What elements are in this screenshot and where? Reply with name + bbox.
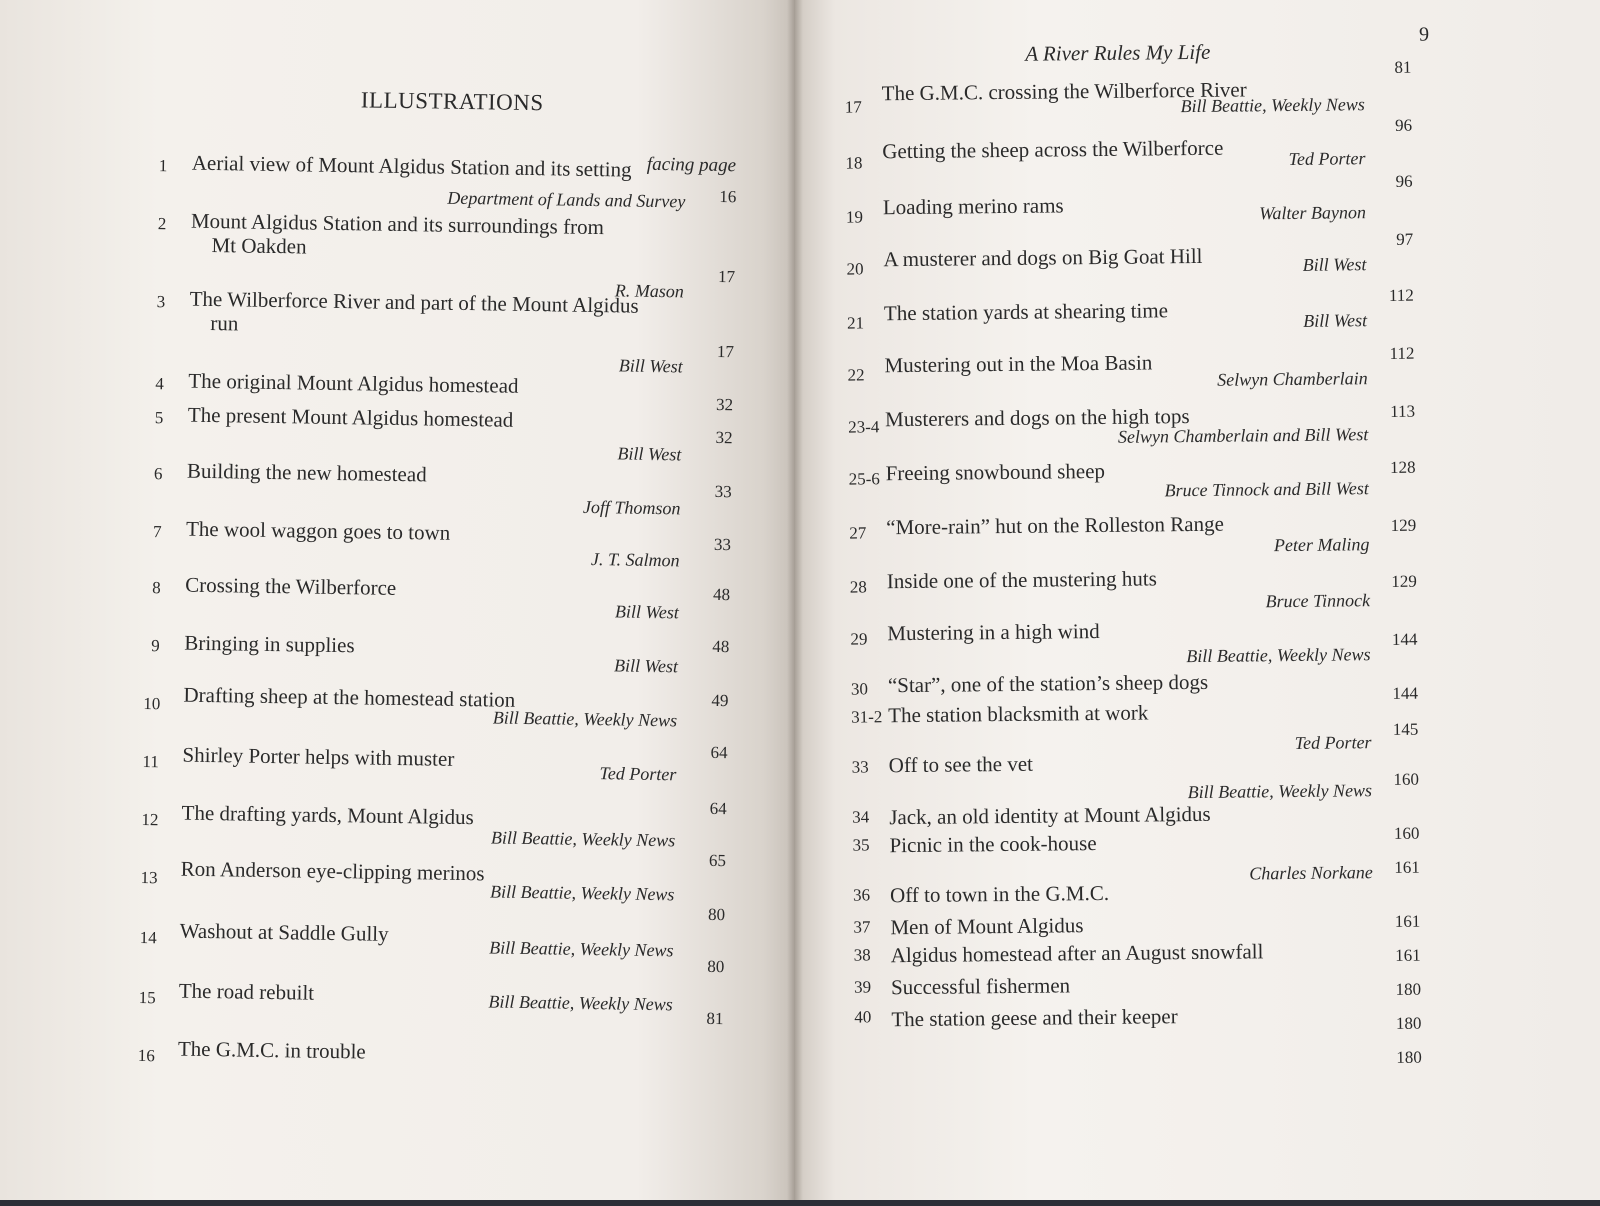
entry-page: 129: [1391, 571, 1417, 591]
entry-page: 180: [1395, 1013, 1422, 1033]
entry-page: 32: [715, 394, 734, 415]
entry-credit: Bill Beattie, Weekly News: [488, 991, 673, 1015]
entry-number: 20: [846, 259, 864, 279]
entry-number: 6: [153, 464, 163, 484]
entry-page: 144: [1391, 629, 1418, 649]
entry-number: 34: [852, 807, 870, 827]
entry-page: 96: [1395, 171, 1413, 191]
entry-number: 31-2: [851, 707, 883, 727]
entry-title: Mustering out in the Moa Basin: [884, 350, 1153, 378]
entry-number: 29: [850, 629, 868, 649]
entry-page: 160: [1393, 769, 1419, 789]
entry-page: 33: [714, 481, 732, 502]
page-heading: ILLUSTRATIONS: [360, 87, 544, 116]
entry-title: Off to town in the G.M.C.: [889, 880, 1110, 908]
entry-title: Off to see the vet: [888, 751, 1034, 778]
entry-number: 35: [852, 835, 870, 855]
entry-page: 144: [1392, 683, 1419, 703]
entry-title: Ron Anderson eye-clipping merinos: [180, 856, 485, 886]
entry-title: The station yards at shearing time: [883, 298, 1169, 326]
entry-number: 27: [849, 523, 867, 543]
entry-credit: Bill West: [1302, 254, 1367, 275]
entry-credit: Bill Beattie, Weekly News: [489, 881, 675, 905]
entry-page: 33: [713, 534, 732, 555]
entry-page: 161: [1395, 945, 1421, 965]
entry-page: 180: [1395, 979, 1422, 999]
entry-number: 14: [139, 927, 157, 948]
entry-number: 5: [154, 408, 164, 428]
entry-title: Mount Algidus Station and its surroundings from: [190, 208, 605, 240]
entry-page: 160: [1393, 823, 1420, 843]
entry-title: Washout at Saddle Gully: [179, 918, 389, 946]
entry-page: 81: [706, 1008, 724, 1029]
entry-credit: Ted Porter: [599, 763, 677, 785]
entry-title: “Star”, one of the station’s sheep dogs: [887, 669, 1209, 698]
entry-number: 38: [853, 945, 871, 965]
entry-credit: Joff Thomson: [582, 496, 681, 519]
entry-credit: R. Mason: [614, 280, 685, 302]
entry-title: The wool waggon goes to town: [185, 516, 451, 545]
entry-title: Loading merino rams: [882, 193, 1064, 220]
entry-title: The G.M.C. crossing the Wilberforce River: [881, 77, 1247, 106]
entry-credit: Selwyn Chamberlain and Bill West: [1117, 424, 1369, 447]
entry-credit: Bill Beattie, Weekly News: [490, 827, 676, 851]
entry-page: 81: [1394, 57, 1412, 77]
entry-page: 64: [710, 742, 728, 763]
page-folio: 9: [1418, 23, 1430, 46]
entry-number: 25-6: [848, 469, 880, 489]
entry-credit: Bill West: [618, 355, 683, 377]
entry-credit: Bruce Tinnock and Bill West: [1164, 478, 1369, 501]
entry-title: Building the new homestead: [186, 458, 427, 487]
entry-number: 11: [142, 751, 159, 772]
entry-page: 161: [1394, 857, 1420, 877]
entry-number: 16: [137, 1045, 155, 1066]
entry-number: 12: [141, 809, 159, 830]
entry-title: The road rebuilt: [178, 978, 315, 1005]
entry-credit: Bill West: [617, 443, 682, 465]
right-page-content: [789, 0, 1600, 1204]
entry-page: 129: [1390, 515, 1417, 535]
entry-number: 10: [143, 693, 161, 714]
entry-title: Aerial view of Mount Algidus Station and its setting: [191, 150, 632, 182]
entry-number: 7: [152, 522, 162, 542]
entry-credit: Department of Lands and Survey: [447, 187, 686, 212]
entry-page: 17: [717, 266, 736, 287]
entry-number: 28: [849, 577, 867, 597]
entry-page: 16: [719, 186, 737, 207]
entry-number: 40: [854, 1007, 872, 1027]
entry-credit: Bill Beattie, Weekly News: [492, 707, 678, 731]
entry-number: 15: [138, 987, 156, 1008]
entry-credit: Walter Baynon: [1259, 202, 1367, 224]
entry-title: The original Mount Algidus homestead: [188, 368, 519, 398]
entry-credit: Bill Beattie, Weekly News: [1187, 780, 1373, 803]
entry-page: 80: [707, 956, 725, 977]
entry-title-continued: run: [210, 310, 239, 336]
entry-page: 112: [1388, 285, 1414, 305]
entry-title: Shirley Porter helps with muster: [182, 742, 455, 771]
entry-title: Successful fishermen: [890, 973, 1071, 1000]
entry-page: 128: [1390, 457, 1416, 477]
entry-title: Crossing the Wilberforce: [185, 572, 397, 600]
entry-page: 48: [712, 584, 731, 605]
running-head: A River Rules My Life: [1025, 39, 1211, 66]
entry-number: 23-4: [848, 417, 880, 437]
entry-number: 30: [850, 679, 869, 699]
entry-credit: Selwyn Chamberlain: [1217, 368, 1368, 390]
entry-number: 21: [846, 313, 865, 333]
entry-page: 96: [1394, 115, 1413, 135]
entry-title: The G.M.C. in trouble: [177, 1036, 366, 1064]
entry-page: 112: [1389, 343, 1415, 363]
entry-page: 49: [711, 690, 729, 711]
entry-title: Musterers and dogs on the high tops: [884, 404, 1190, 432]
entry-title: Bringing in supplies: [184, 630, 355, 658]
entry-page: 161: [1394, 911, 1421, 931]
entry-credit: Peter Maling: [1273, 534, 1370, 556]
entry-credit: Bill Beattie, Weekly News: [1186, 644, 1371, 667]
entry-credit: Ted Porter: [1288, 148, 1366, 169]
entry-credit: Bill Beattie, Weekly News: [489, 937, 674, 961]
entry-credit: Bill West: [614, 601, 679, 623]
entry-page: 180: [1396, 1047, 1422, 1067]
entry-page: 48: [712, 636, 730, 657]
entry-title: Men of Mount Algidus: [890, 913, 1084, 940]
entry-number: 4: [155, 374, 165, 394]
entry-title: Inside one of the mustering huts: [886, 566, 1157, 594]
entry-page: 113: [1390, 401, 1416, 421]
entry-page: 17: [716, 341, 735, 362]
entry-number: 37: [853, 917, 871, 937]
entry-page: 64: [709, 798, 727, 819]
entry-title: The station blacksmith at work: [888, 700, 1149, 728]
entry-title: “More-rain” hut on the Rolleston Range: [886, 511, 1224, 540]
entry-number: 36: [852, 885, 871, 905]
entry-number: 17: [844, 97, 862, 117]
entry-credit: Charles Norkane: [1249, 862, 1373, 884]
entry-number: 2: [157, 214, 167, 234]
entry-number: 8: [152, 578, 161, 598]
entry-number: 33: [851, 757, 869, 777]
entry-credit: Bill West: [613, 655, 679, 677]
entry-title: The drafting yards, Mount Algidus: [181, 800, 475, 830]
entry-title: Algidus homestead after an August snowfall: [890, 939, 1264, 968]
entry-title: The Wilberforce River and part of the Mount Algidus: [189, 286, 639, 318]
entry-credit: Bill West: [1303, 310, 1368, 331]
entry-number: 22: [847, 365, 865, 385]
entry-title-continued: Mt Oakden: [211, 232, 307, 259]
entry-title: Getting the sheep across the Wilberforce: [882, 135, 1224, 164]
entry-title: The station geese and their keeper: [891, 1004, 1178, 1032]
entry-number: 3: [156, 292, 166, 312]
entry-credit: Bruce Tinnock: [1265, 590, 1371, 612]
entry-page: 97: [1396, 229, 1414, 249]
entry-page: 145: [1392, 719, 1419, 739]
entry-number: 18: [845, 153, 863, 173]
entry-title: The present Mount Algidus homestead: [187, 402, 514, 432]
entry-number: 13: [140, 867, 158, 888]
entry-page: 32: [715, 427, 733, 448]
entry-title: A musterer and dogs on Big Goat Hill: [883, 243, 1203, 272]
entry-page: 80: [707, 904, 726, 925]
entry-title: Drafting sheep at the homestead station: [183, 682, 516, 712]
entry-credit: Ted Porter: [1294, 732, 1372, 753]
entry-title: Jack, an old identity at Mount Algidus: [889, 801, 1211, 830]
entry-number: 39: [853, 977, 872, 997]
entry-title: Mustering in a high wind: [887, 619, 1100, 646]
entry-number: 19: [845, 207, 864, 227]
facing-page-label: facing page: [646, 153, 737, 177]
entry-page: 65: [708, 850, 727, 871]
entry-number: 9: [151, 636, 160, 656]
entry-number: 1: [158, 156, 168, 176]
entry-credit: J. T. Salmon: [590, 548, 680, 571]
entry-title: Picnic in the cook-house: [889, 831, 1097, 858]
entry-title: Freeing snowbound sheep: [885, 458, 1106, 486]
entry-credit: Bill Beattie, Weekly News: [1180, 94, 1365, 117]
